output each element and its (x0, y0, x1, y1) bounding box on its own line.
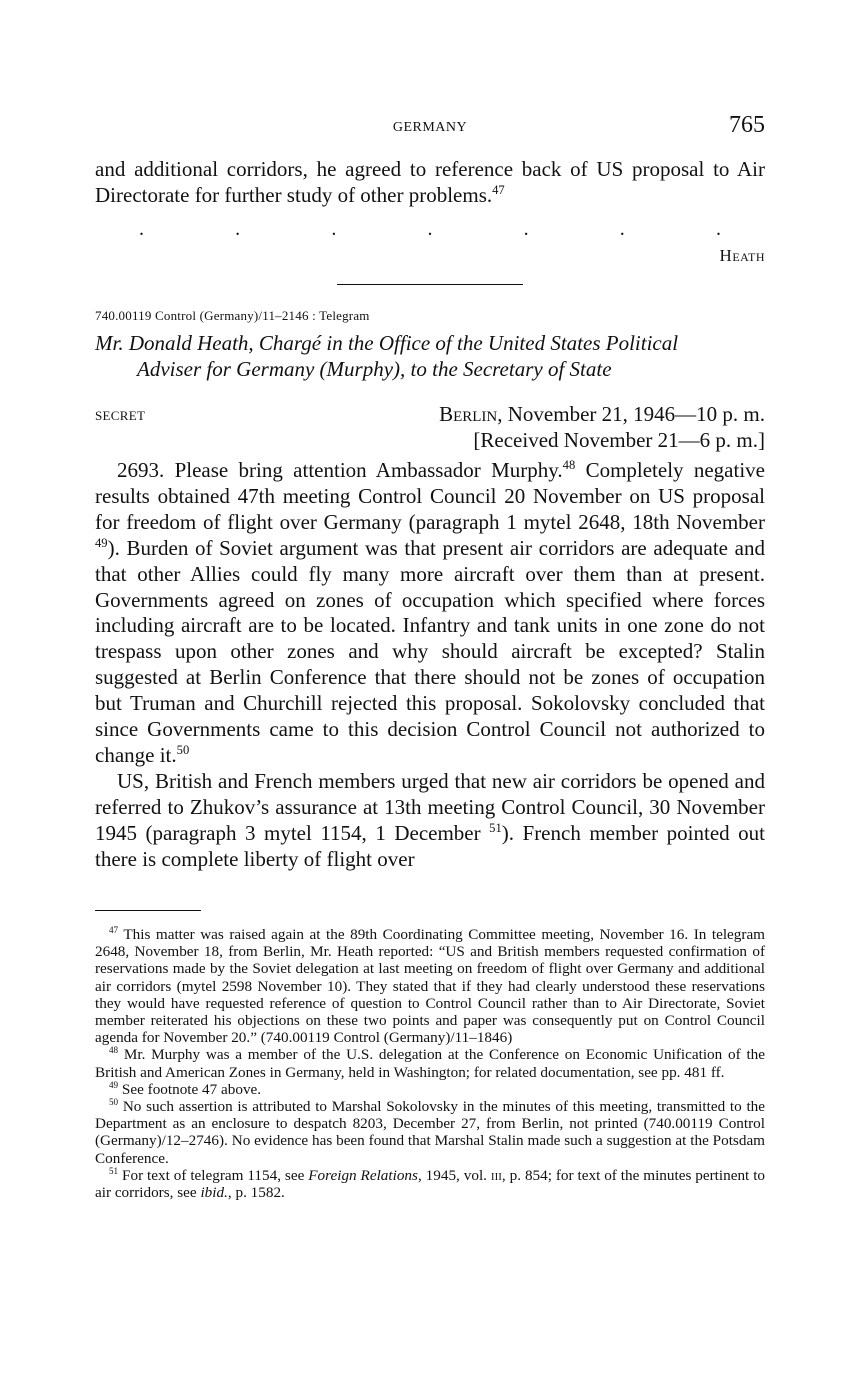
footnote-text: , p. 854; for text of the minutes pertinent to air corridors, see (95, 1166, 766, 1202)
title-line-2: Adviser for Germany (Murphy), to the Secretary of State (137, 357, 612, 381)
footnote-text: , 1945, vol. (417, 1166, 491, 1184)
ellipsis-dot: . (427, 218, 433, 240)
telegram-body (95, 458, 765, 873)
ellipsis-row (95, 218, 765, 241)
footnote-text: See footnote 47 above. (118, 1080, 262, 1098)
footnote-text: This matter was raised again at the 89th Coordinating Committee meeting, November 16. In telegram 2648, November 18, from Berlin, Mr. Heath reported: “US and British members requested confirmation of reservations made by the Soviet delegation at last meeting on freedom of flight over Germany and additional air corridors (mytel 2598 November 10). They stated that if they had clearly understood these reservations they would have requested reference of question to Control Council rather than to Air Directorate, Soviet member reiterated his objections on these two points and paper was consequently put on Control Council agenda for November 20.” (740.00119 Control (Germany)/11–1846) (95, 926, 765, 1047)
paragraph-text: ). Burden of Soviet argument was that present air corridors are adequate and that other Allies could fly many more aircraft over them than at present. Governments agreed on zones of occupation which specified where forces including aircraft are to be located. Infantry and tank units in one zone do not trespass upon other zones and why should aircraft be excepted? Stalin suggested at Berlin Conference that there should not be zones of occupation but Truman and Churchill rejected this proposal. Sokolovsky concluded that since Governments came to this decision Control Council not authorized to change it. (95, 535, 765, 767)
dateline-place: Berlin (439, 402, 498, 426)
footnote-mark: 51 (109, 1165, 119, 1176)
footnote-italic-title: Foreign Relations (308, 1166, 418, 1184)
paragraph-text: US, British and French members urged that new air corridors be opened and referred to Zhukov’s assurance at 13th meeting Control Council, 30 November 1945 (paragraph 3 mytel 1154, 1 December (95, 768, 765, 845)
paragraph-1 (95, 458, 765, 769)
footnote-divider (95, 910, 201, 911)
footnote-49 (95, 1081, 765, 1098)
footnote-text: Mr. Murphy was a member of the U.S. delegation at the Conference on Economic Unification of the British and American Zones in Germany, held in Washington; for related documentation, see pp. 481 ff. (95, 1046, 765, 1081)
footnote-text: For text of telegram 1154, see (118, 1166, 309, 1184)
footnote-51 (95, 1167, 765, 1201)
footnote-48 (95, 1046, 765, 1080)
continuation-text: and additional corridors, he agreed to reference back of US proposal to Air Directorate for further study of other problems. (95, 157, 765, 207)
title-line-1: Mr. Donald Heath, Chargé in the Office of the United States Political (95, 331, 679, 355)
received-line: [Received November 21—6 p. m.] (473, 428, 765, 452)
footnotes (95, 926, 765, 1201)
footnote-ref-50: 50 (176, 742, 190, 757)
document-title (95, 330, 765, 382)
paragraph-2 (95, 769, 765, 873)
running-head: GERMANY (392, 120, 468, 135)
footnote-ref-48: 48 (562, 458, 576, 472)
classification-label: SECRET (95, 408, 146, 423)
footnote-mark: 47 (109, 924, 119, 935)
footnote-volume: iii (490, 1166, 502, 1184)
ellipsis-dot: . (523, 218, 529, 240)
continuation-paragraph (95, 157, 765, 209)
footnote-text: , p. 1582. (227, 1184, 285, 1202)
footnote-50 (95, 1098, 765, 1167)
ellipsis-dot: . (715, 218, 721, 240)
section-divider (337, 284, 523, 285)
footnote-47 (95, 926, 765, 1046)
footnote-mark: 50 (109, 1096, 119, 1107)
ellipsis-dot: . (139, 218, 144, 240)
file-reference: 740.00119 Control (Germany)/11–2146 : Telegram (95, 308, 370, 323)
footnote-ref-49: 49 (95, 535, 108, 550)
dateline (439, 401, 765, 453)
footnote-mark: 49 (109, 1079, 119, 1090)
paragraph-text: Completely negative results obtained 47th meeting Control Council 20 November on US proposal for freedom of flight over Germany (paragraph 1 mytel 2648, 18th November (95, 458, 765, 534)
ellipsis-dot: . (619, 218, 625, 240)
footnote-ibid: ibid. (200, 1184, 228, 1202)
footnote-text: No such assertion is attributed to Marshal Sokolovsky in the minutes of this meeting, transmitted to the Department as an enclosure to despatch 8203, December 27, from Berlin, not printed (740.00119 Control (Germany)/12–2746). No evidence has been found that Marshal Stalin made such a suggestion at the Potsdam Conference. (95, 1098, 765, 1167)
paragraph-text: ). French member pointed out there is complete liberty of flight over (95, 820, 766, 871)
paragraph-text: 2693. Please bring attention Ambassador Murphy. (117, 458, 563, 482)
footnote-ref-47: 47 (492, 182, 505, 197)
ellipsis-dot: . (331, 218, 337, 240)
dateline-date: , November 21, 1946—10 p. m. (497, 402, 765, 426)
footnote-ref-51: 51 (489, 820, 502, 835)
signature: Heath (719, 246, 765, 265)
ellipsis-dot: . (235, 218, 241, 240)
page-header (95, 112, 765, 142)
footnote-mark: 48 (109, 1045, 119, 1056)
page-number: 765 (729, 112, 765, 138)
